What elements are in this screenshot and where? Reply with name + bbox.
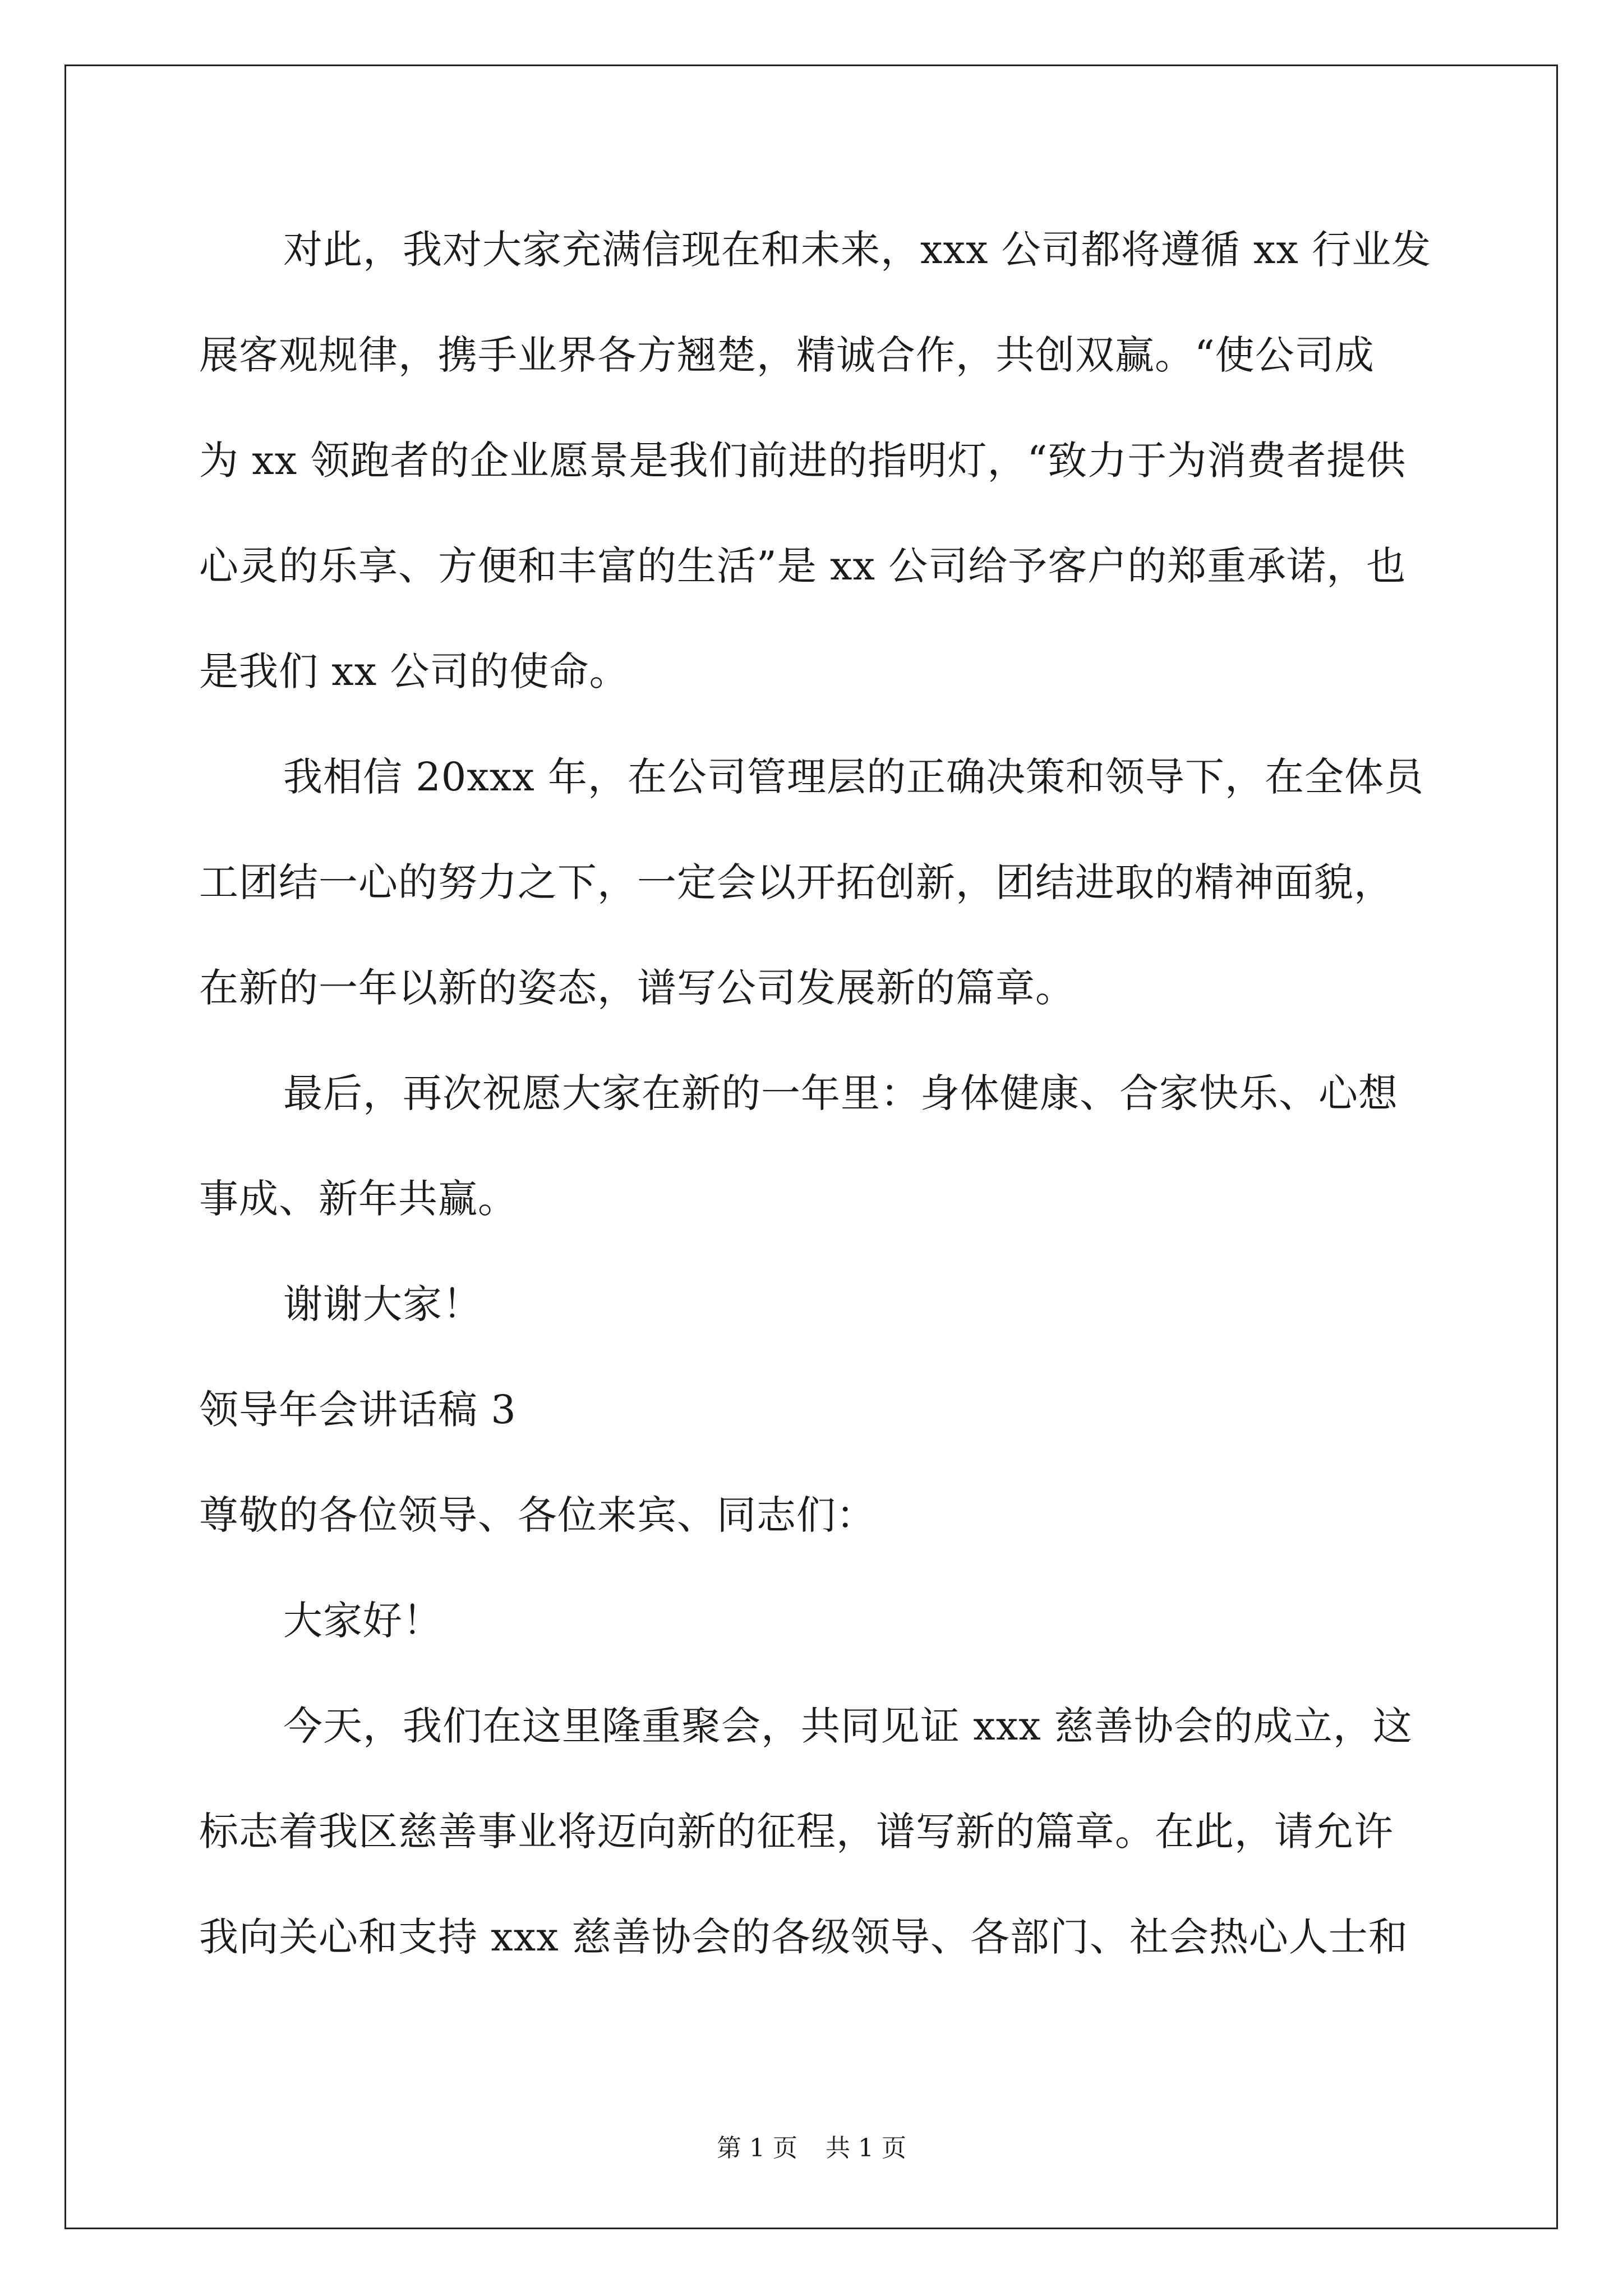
paragraph-line: 谢谢大家！ [283, 1281, 482, 1327]
page-footer [0, 2132, 1623, 2165]
paragraph-line: 今天，我们在这里隆重聚会，共同见证 xxx 慈善协会的成立，这 [283, 1703, 1413, 1749]
section-heading: 领导年会讲话稿 3 [199, 1387, 517, 1433]
greeting: 大家好！ [283, 1598, 442, 1644]
page-total: 共 1 页 [826, 2134, 906, 2162]
paragraph-line: 最后，再次祝愿大家在新的一年里：身体健康、合家快乐、心想 [283, 1070, 1398, 1116]
paragraph-line: 事成、新年共赢。 [199, 1176, 518, 1222]
paragraph-line: 标志着我区慈善事业将迈向新的征程，谱写新的篇章。在此，请允许 [199, 1809, 1394, 1855]
paragraph-line: 我向关心和支持 xxx 慈善协会的各级领导、各部门、社会热心人士和 [199, 1914, 1408, 1960]
salutation: 尊敬的各位领导、各位来宾、同志们： [199, 1492, 876, 1538]
paragraph-line: 是我们 xx 公司的使命。 [199, 648, 629, 694]
page-number: 第 1 页 [717, 2134, 797, 2162]
paragraph-line: 心灵的乐享、方便和丰富的生活”是 xx 公司给予客户的郑重承诺，也 [199, 543, 1407, 589]
paragraph-line: 展客观规律，携手业界各方翘楚，精诚合作，共创双赢。“使公司成 [199, 332, 1375, 378]
paragraph-line: 我相信 20xxx 年，在公司管理层的正确决策和领导下，在全体员 [283, 754, 1424, 800]
paragraph-line: 为 xx 领跑者的企业愿景是我们前进的指明灯，“致力于为消费者提供 [199, 438, 1407, 484]
paragraph-line: 工团结一心的努力之下，一定会以开拓创新，团结进取的精神面貌， [199, 859, 1394, 905]
page-border [64, 65, 1558, 2229]
paragraph-line: 对此，我对大家充满信现在和未来，xxx 公司都将遵循 xx 行业发 [283, 227, 1432, 273]
paragraph-line: 在新的一年以新的姿态，谱写公司发展新的篇章。 [199, 965, 1075, 1011]
